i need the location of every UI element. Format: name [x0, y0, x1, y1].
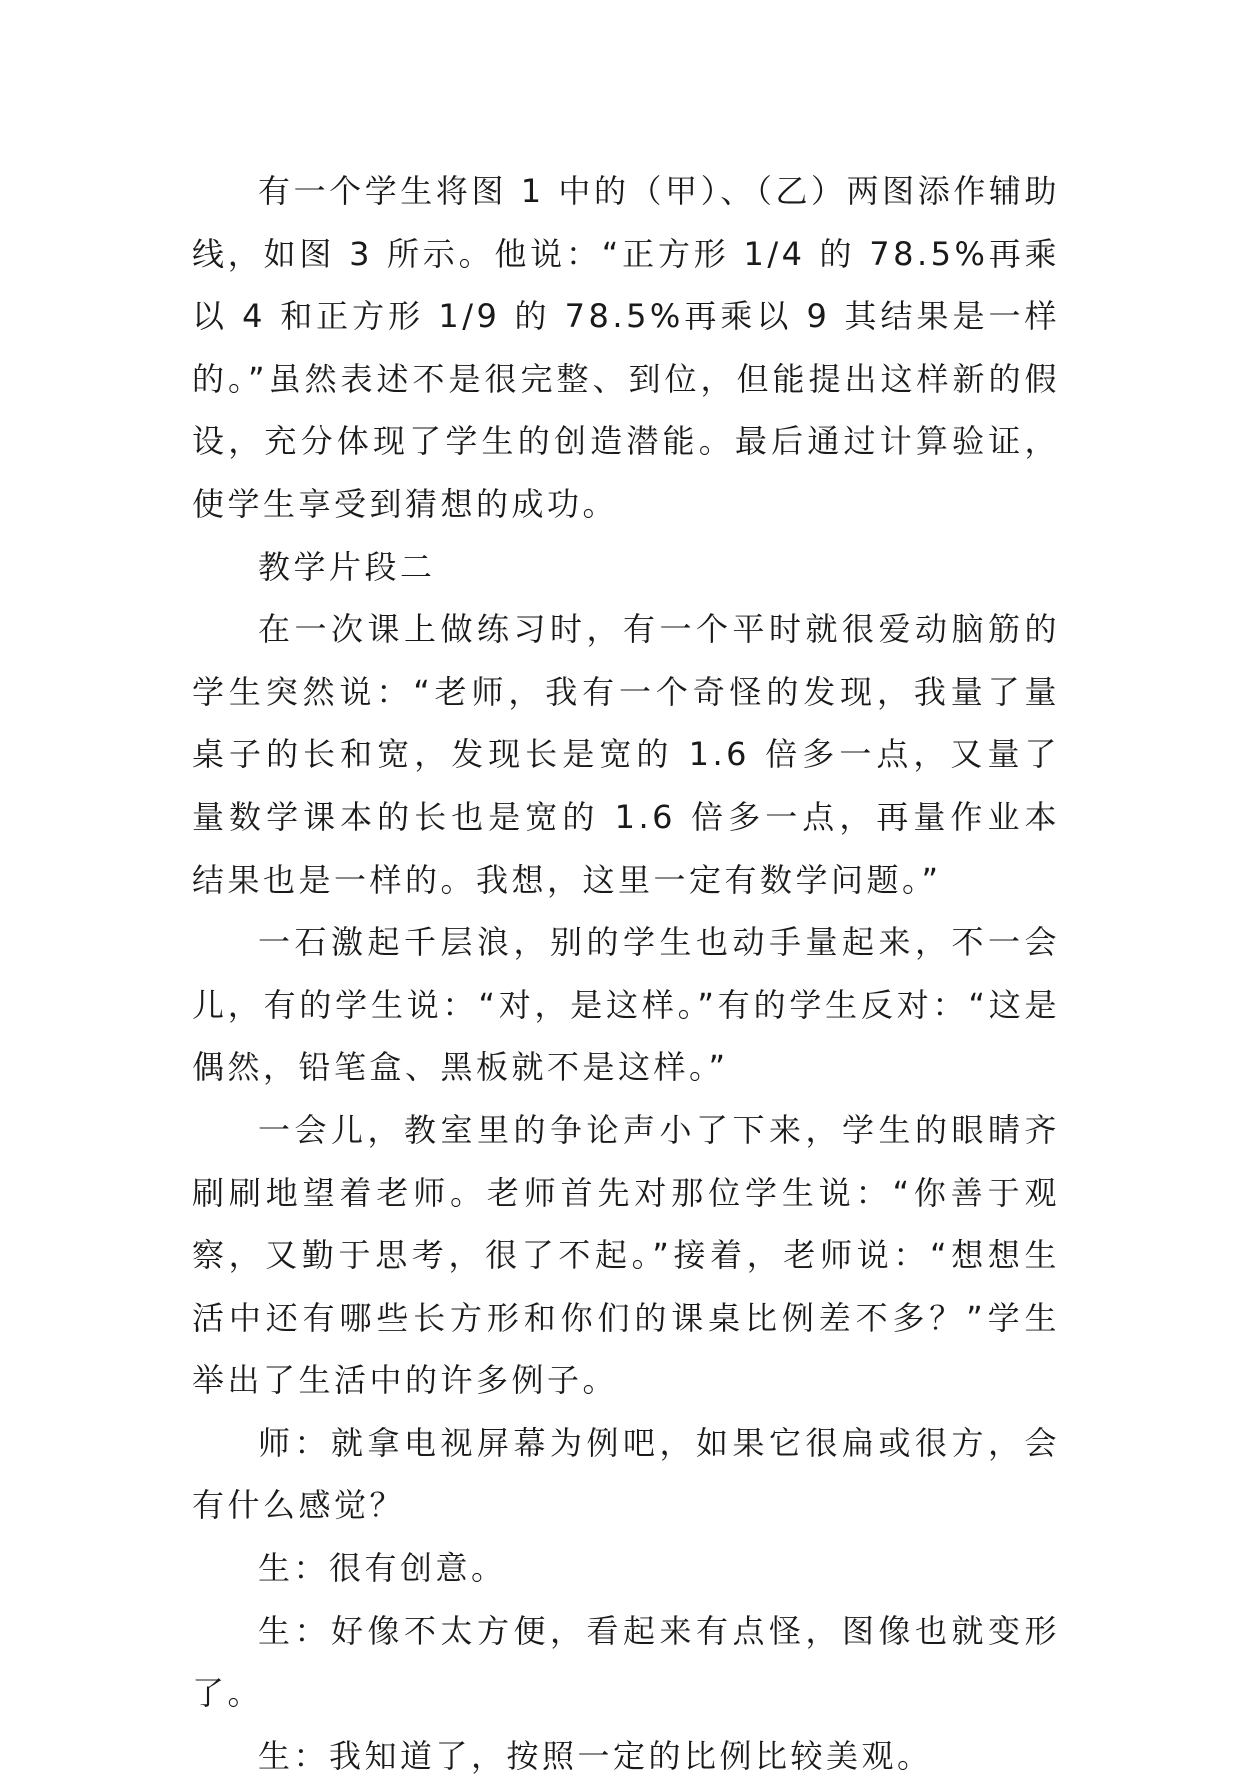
paragraph-teacher-response: 一会儿，教室里的争论声小了下来，学生的眼睛齐刷刷地望着老师。老师首先对那位学生说：“你善于观察，又勤于思考，很了不起。”接着，老师说：“想想生活中还有哪些长方形和你们的课桌比例差不多？”学生举出了生活中的许多例子。 [192, 1110, 1060, 1400]
paragraph-student-discovery: 在一次课上做练习时，有一个平时就很爱动脑筋的学生突然说：“老师，我有一个奇怪的发现，我量了量桌子的长和宽，发现长是宽的 1.6 倍多一点，又量了量数学课本的长也是宽的 1.6 倍多一点，再量作业本结果也是一样的。我想，这里一定有数学问题。” [192, 610, 1060, 899]
dialogue-teacher-question: 师：就拿电视屏幕为例吧，如果它很扁或很方，会有什么感觉？ [192, 1423, 1060, 1525]
paragraph-class-reaction: 一石激起千层浪，别的学生也动手量起来，不一会儿，有的学生说：“对，是这样。”有的学生反对：“这是偶然，铅笔盒、黑板就不是这样。” [192, 923, 1060, 1087]
paragraph-figure-observation: 有一个学生将图 1 中的（甲）、（乙）两图添作辅助线，如图 3 所示。他说：“正方形 1/4 的 78.5%再乘以 4 和正方形 1/9 的 78.5%再乘以 9 其结果是一样的。”虽然表述不是很完整、到位，但能提出这样新的假设，充分体现了学生的创造潜能。最后通过计算验证，使学生享受到猜想的成功。 [192, 172, 1060, 523]
document-body [192, 160, 1060, 1787]
dialogue-student-2: 生：好像不太方便，看起来有点怪，图像也就变形了。 [192, 1611, 1060, 1713]
section-heading-teaching-segment-two: 教学片段二 [258, 547, 436, 586]
dialogue-student-1: 生：很有创意。 [258, 1549, 507, 1588]
dialogue-student-3: 生：我知道了，按照一定的比例比较美观。 [258, 1736, 933, 1775]
